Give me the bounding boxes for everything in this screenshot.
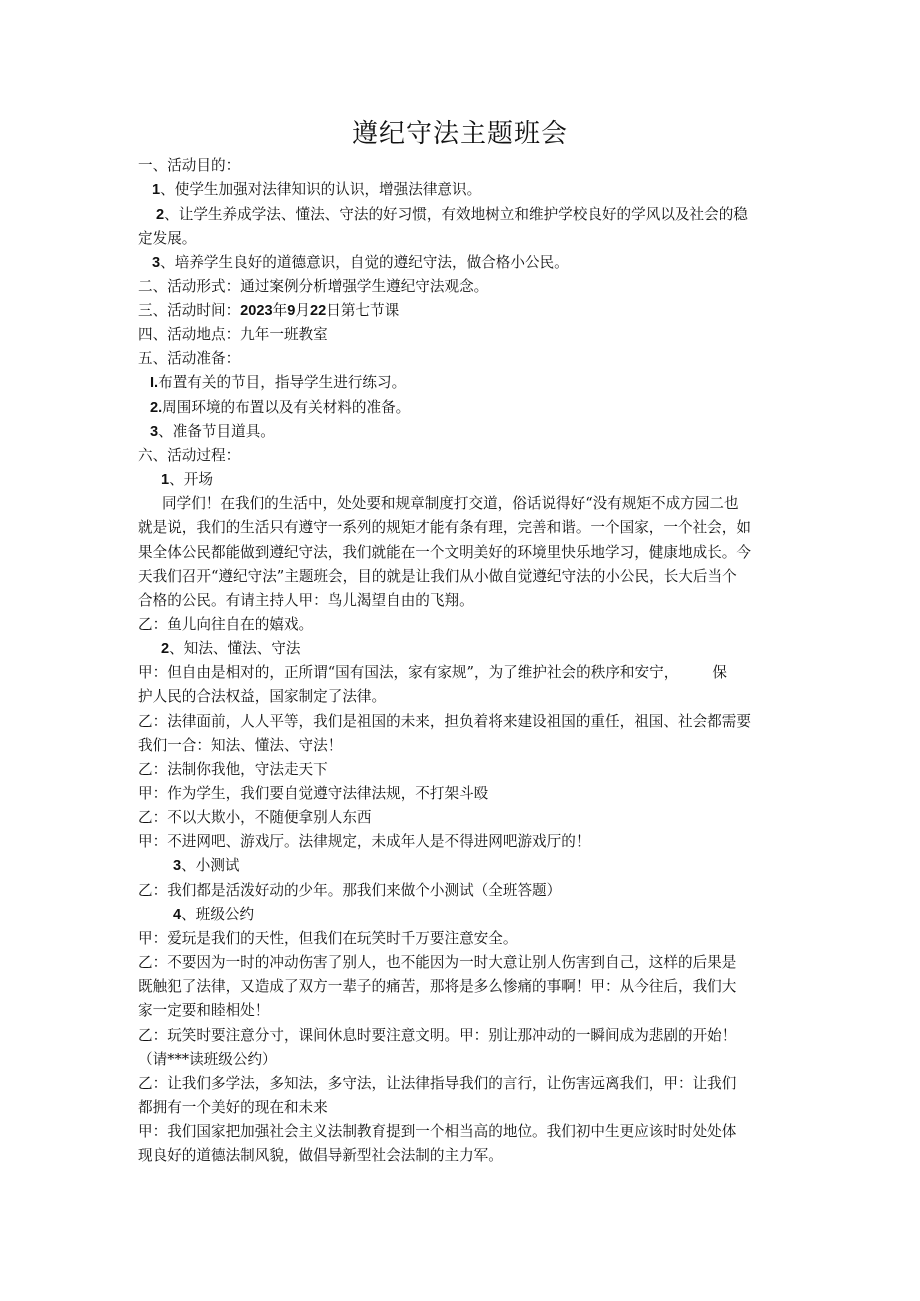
dialogue-text-tail: 保 (712, 664, 727, 681)
time-year-char: 年 (272, 302, 288, 319)
item-number: 3 (150, 424, 159, 440)
dialogue-line (138, 661, 788, 685)
dialogue-line: 乙：不要因为一时的冲动伤害了别人，也不能因为一时大意让别人伤害到自己，这样的后果是 (138, 954, 737, 971)
prep-item-3 (138, 420, 800, 444)
dialogue-line: 现良好的道德法制风貌，做倡导新型社会法制的主力军。 (138, 1147, 503, 1164)
step-title: 、开场 (169, 471, 213, 488)
section-2-line: 二、活动形式：通过案例分析增强学生遵纪守法观念。 (138, 278, 489, 295)
dialogue-line: 乙：不以大欺小，不随便拿别人东西 (138, 809, 372, 826)
section-5-heading: 五、活动准备： (138, 350, 241, 367)
dialogue-line: （请***读班级公约） (138, 1051, 277, 1068)
step-title: 、知法、懂法、守法 (169, 640, 301, 657)
prep-item-1 (138, 371, 800, 395)
dialogue-line: 甲：我们国家把加强社会主义法制教育提到一个相当高的地位。我们初中生更应该时时处处体 (138, 1123, 737, 1140)
step-title: 、小测试 (181, 857, 240, 874)
purpose-item-3 (138, 251, 802, 275)
time-label: 三、活动时间： (138, 302, 241, 319)
dialogue-line: 乙：让我们多学法，多知法，多守法，让法律指导我们的言行，让伤害远离我们，甲：让我们 (138, 1075, 737, 1092)
opening-paragraph-line: 就是说，我们的生活只有遵守一系列的规矩才能有条有理，完善和谐。一个国家，一个社会，如 (138, 519, 751, 536)
step-title: 、班级公约 (181, 906, 255, 923)
dialogue-line: 我们一合：知法、懂法、守法！ (138, 737, 343, 754)
dialogue-line: 护人民的合法权益，国家制定了法律。 (138, 688, 387, 705)
time-month-char: 月 (295, 302, 310, 319)
process-step-1 (138, 468, 811, 492)
step-number: 2 (161, 641, 170, 657)
dialogue-line: 家一定要和睦相处！ (138, 1002, 270, 1019)
section-6-heading: 六、活动过程： (138, 447, 241, 464)
dialogue-line: 甲：不进网吧、游戏厅。法律规定，未成年人是不得进网吧游戏厅的！ (138, 833, 591, 850)
opening-paragraph-line: 同学们！在我们的生活中，处处要和规章制度打交道，俗话说得好“没有规矩不成方园二也 (162, 495, 739, 512)
item-number: I. (150, 375, 159, 391)
dialogue-line: 甲：作为学生，我们要自觉遵守法律法规，不打架斗殴 (138, 785, 489, 802)
item-text: 、培养学生良好的道德意识，自觉的遵纪守法，做合格小公民。 (160, 254, 569, 271)
item-number: 2 (156, 207, 165, 223)
item-text: 布置有关的节目，指导学生进行练习。 (158, 374, 407, 391)
section-1-heading: 一、活动目的： (138, 157, 241, 174)
opening-paragraph-line: 果全体公民都能做到遵纪守法，我们就能在一个文明美好的环境里快乐地学习，健康地成长。今 (138, 544, 751, 561)
dialogue-line: 乙：法律面前，人人平等，我们是祖国的未来，担负着将来建设祖国的重任，祖国、社会都需要 (138, 713, 751, 730)
prep-item-2 (138, 396, 800, 420)
purpose-item-1 (138, 178, 802, 202)
dialogue-line: 甲：爱玩是我们的天性，但我们在玩笑时千万要注意安全。 (138, 930, 518, 947)
item-number: 1 (152, 182, 161, 198)
step-number: 4 (173, 907, 182, 923)
item-number: 2. (150, 400, 163, 416)
opening-paragraph-line: 天我们召开“遵纪守法”主题班会，目的就是让我们从小做自觉遵纪守法的小公民，长大后当个 (138, 568, 737, 585)
process-step-3 (138, 854, 823, 878)
process-step-2 (138, 637, 811, 661)
section-3-line (138, 299, 788, 323)
dialogue-text: 甲：但自由是相对的，正所谓“国有国法，家有家规”，为了维护社会的秩序和安宁， (138, 664, 679, 681)
item-text: 、使学生加强对法律知识的认识，增强法律意识。 (160, 181, 482, 198)
document-title: 遵纪守法主题班会 (351, 119, 568, 149)
dialogue-line: 乙：玩笑时要注意分寸，课间休息时要注意文明。甲：别让那冲动的一瞬间成为悲剧的开始！ (138, 1027, 737, 1044)
purpose-item-2-continued: 定发展。 (138, 230, 197, 247)
dialogue-line: 乙：鱼儿向往自在的嬉戏。 (138, 616, 314, 633)
step-number: 1 (161, 472, 170, 488)
time-day: 22 (309, 303, 327, 319)
item-text: 、让学生养成学法、懂法、守法的好习惯，有效地树立和维护学校良好的学风以及社会的稳 (164, 206, 748, 223)
item-number: 3 (152, 255, 161, 271)
opening-paragraph-line: 合格的公民。有请主持人甲：鸟儿渴望自由的飞翔。 (138, 592, 474, 609)
purpose-item-2 (138, 203, 806, 227)
dialogue-line: 都拥有一个美好的现在和未来 (138, 1099, 328, 1116)
time-year: 2023 (240, 303, 273, 319)
time-suffix: 日第七节课 (326, 302, 400, 319)
item-text: 周围环境的布置以及有关材料的准备。 (162, 399, 411, 416)
dialogue-line: 既触犯了法律，又造成了双方一辈子的痛苦，那将是多么惨痛的事啊！甲：从今往后，我们大 (138, 978, 737, 995)
step-number: 3 (173, 858, 182, 874)
time-month: 9 (287, 303, 296, 319)
item-text: 、准备节目道具。 (158, 423, 275, 440)
dialogue-line: 乙：法制你我他，守法走天下 (138, 761, 328, 778)
section-4-line: 四、活动地点：九年一班教室 (138, 326, 328, 343)
process-step-4 (138, 903, 823, 927)
dialogue-line: 乙：我们都是活泼好动的少年。那我们来做个小测试（全班答题） (138, 882, 562, 899)
